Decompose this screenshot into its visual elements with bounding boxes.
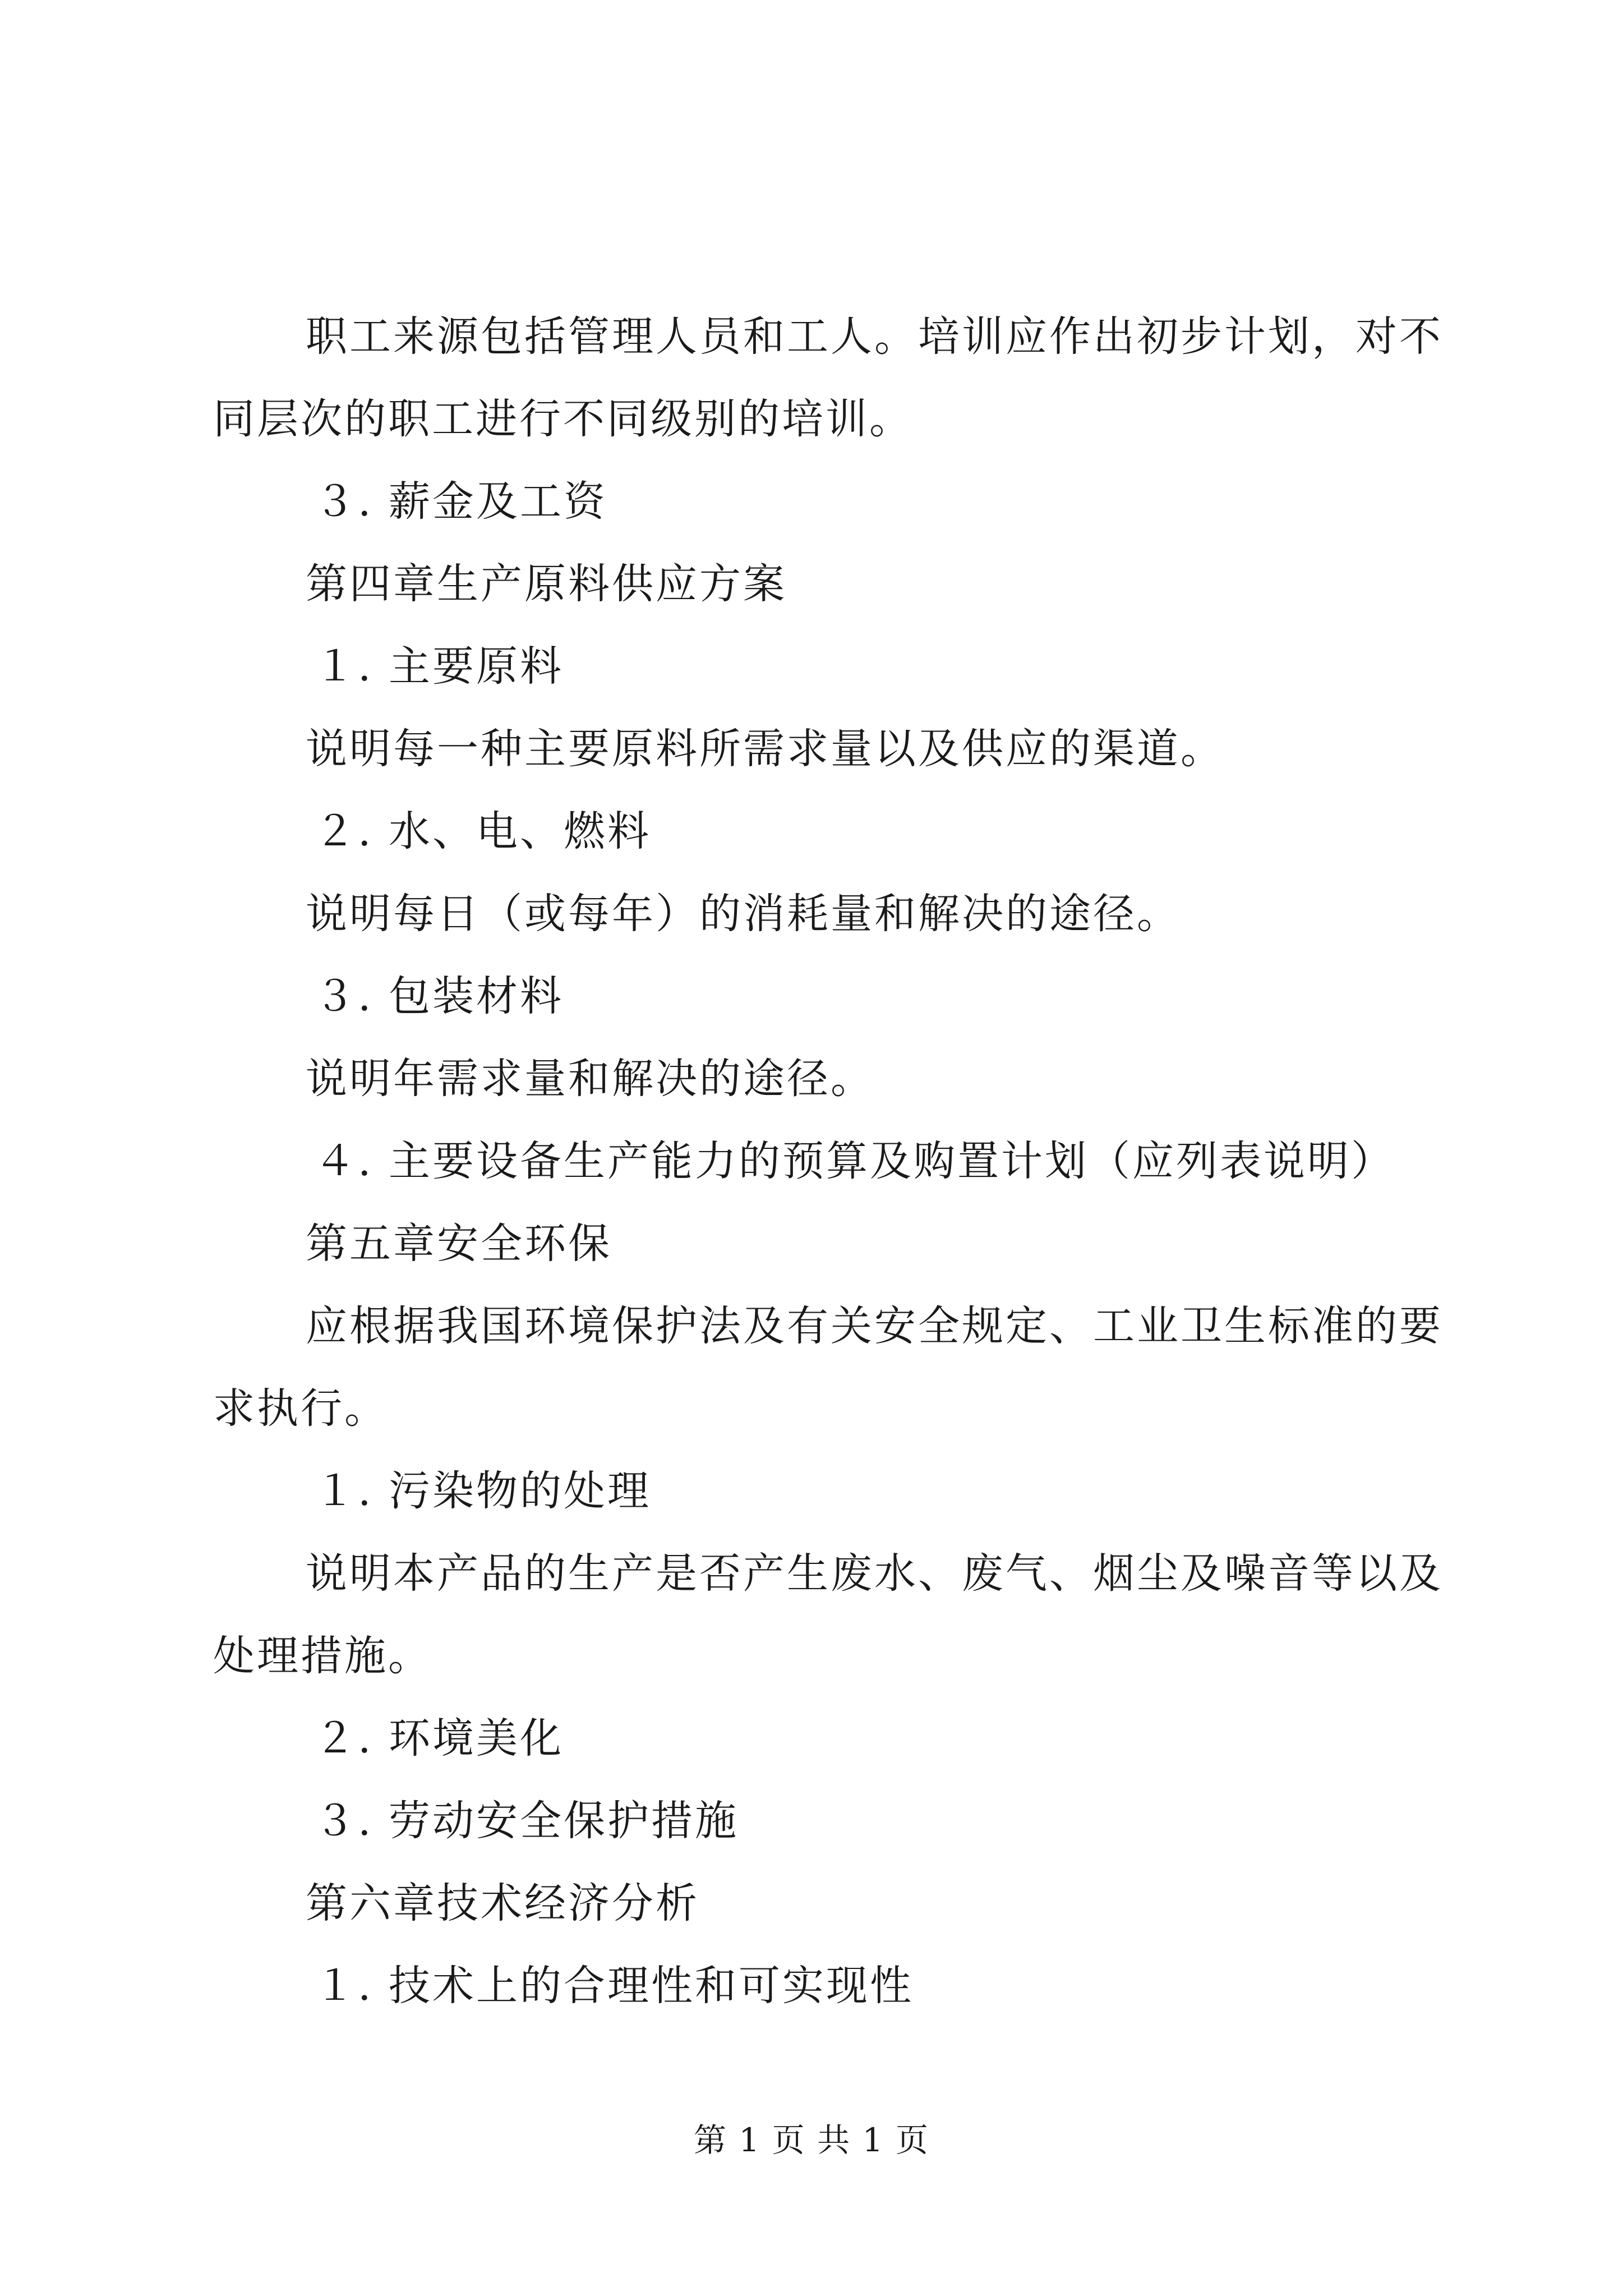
paragraph-line: 求执行。 xyxy=(213,1384,388,1433)
paragraph-line: 说明每一种主要原料所需求量以及供应的渠道。 xyxy=(306,725,1224,773)
section-heading: ３. 包装材料 xyxy=(314,972,564,1020)
section-heading: ３. 薪金及工资 xyxy=(314,477,608,526)
paragraph-line: 同层次的职工进行不同级别的培训。 xyxy=(213,395,913,443)
paragraph-line: 说明每日（或每年）的消耗量和解决的途径。 xyxy=(306,890,1181,938)
section-heading: ２. 水、电、燃料 xyxy=(314,807,652,855)
section-heading: ３. 劳动安全保护措施 xyxy=(314,1797,739,1845)
section-heading: ４. 主要设备生产能力的预算及购置计划（应列表说明） xyxy=(314,1137,1395,1185)
section-heading: １. 污染物的处理 xyxy=(314,1467,652,1515)
paragraph-line: 说明年需求量和解决的途径。 xyxy=(306,1055,874,1103)
chapter-heading: 第六章技术经济分析 xyxy=(306,1879,699,1927)
section-heading: １. 技术上的合理性和可实现性 xyxy=(314,1962,914,2010)
paragraph-line: 说明本产品的生产是否产生废水、废气、烟尘及噪音等以及 xyxy=(306,1549,1443,1598)
chapter-heading: 第四章生产原料供应方案 xyxy=(306,560,787,608)
section-heading: １. 主要原料 xyxy=(314,642,564,691)
paragraph-line: 职工来源包括管理人员和工人。培训应作出初步计划，对不 xyxy=(306,312,1443,361)
paragraph-line: 处理措施。 xyxy=(213,1632,432,1680)
paragraph-line: 应根据我国环境保护法及有关安全规定、工业卫生标准的要 xyxy=(306,1302,1443,1350)
chapter-heading: 第五章安全环保 xyxy=(306,1220,612,1268)
page-number-footer: 第 1 页 共 1 页 xyxy=(694,2121,929,2159)
section-heading: ２. 环境美化 xyxy=(314,1714,564,1763)
